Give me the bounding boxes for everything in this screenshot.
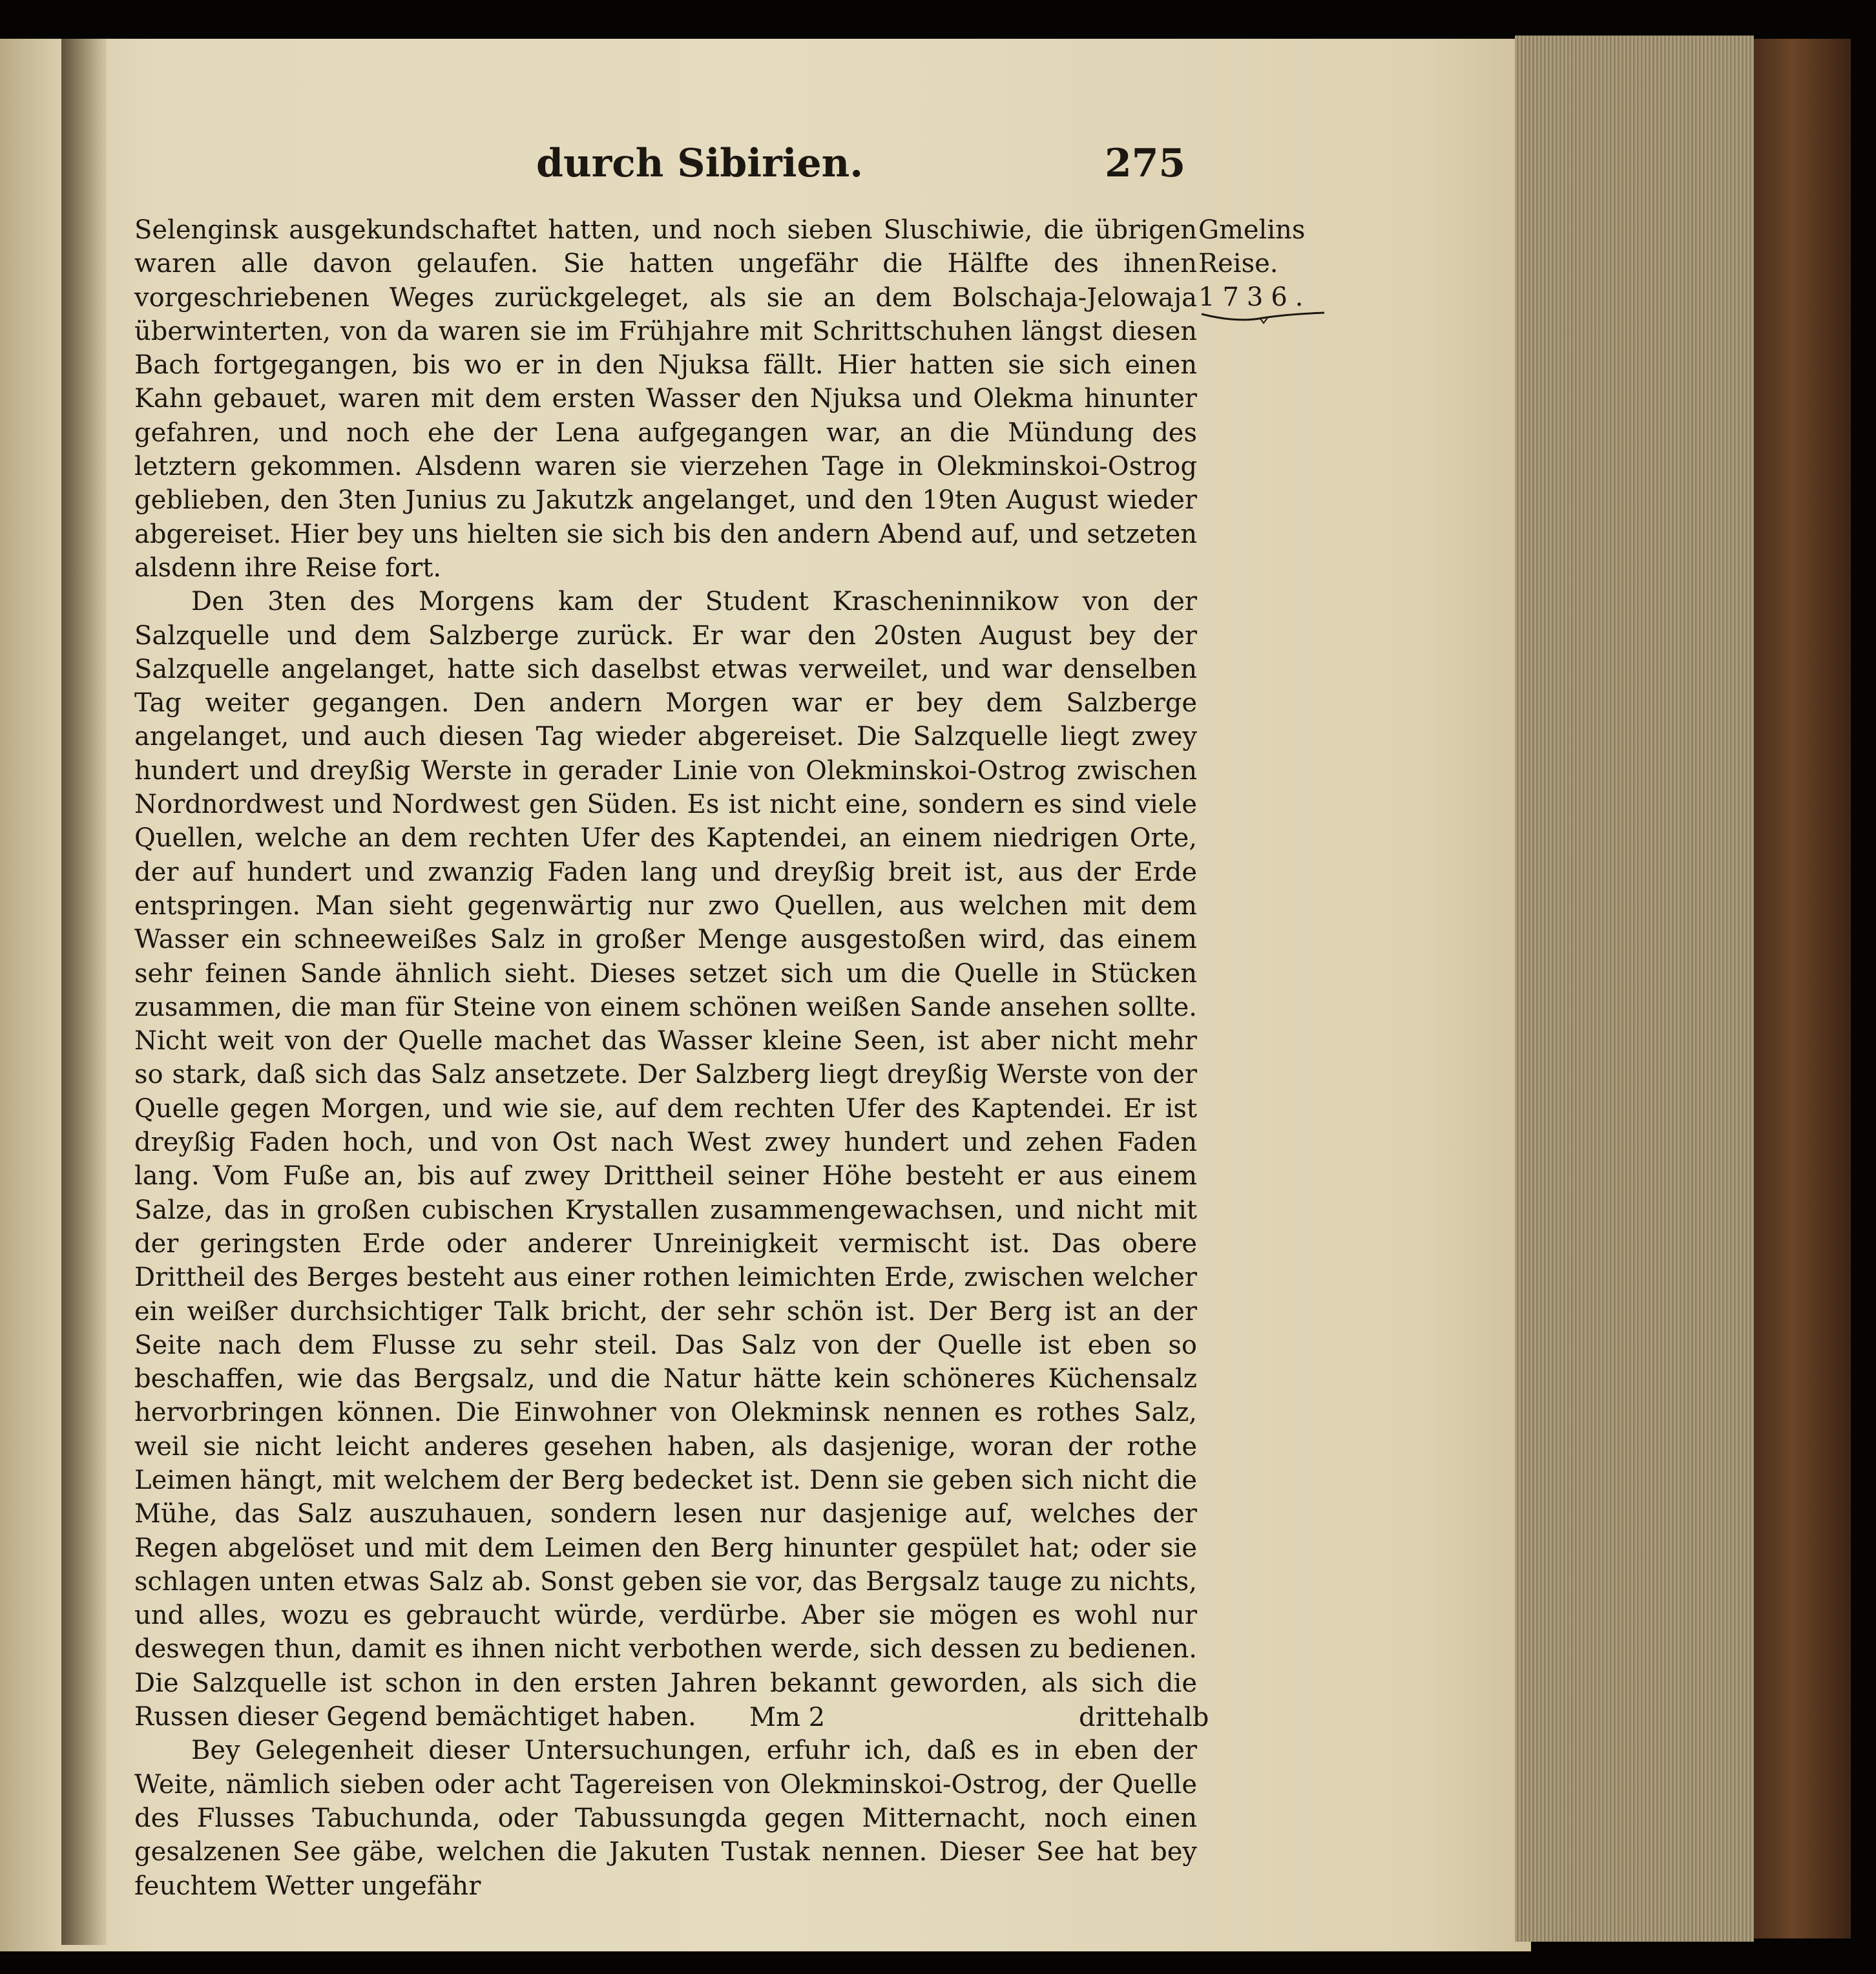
page-block-edge (1515, 36, 1754, 1942)
paragraph-salt-lake: Bey Gelegenheit dieser Untersuchungen, erfuhr ich, daß es in eben der Weite, nämlich sieben oder acht Tagereisen von Olekminskoi-Ostrog, der Quelle des Flusses Tabuchunda, oder Tabussungda gegen Mitternacht, noch einen gesalzenen See gäbe, welchen die Jakuten Tustak nennen. Dieser See hat bey feuchtem Wetter ungefähr (134, 1736, 1197, 1901)
page-number: 275 (1105, 141, 1186, 186)
margin-note-year: 1736. (1198, 282, 1311, 312)
book-cover-edge (1754, 39, 1851, 1938)
paragraph-salt-spring: Den 3ten des Morgens kam der Student Krascheninnikow von der Salzquelle und dem Salzberge zurück. Er war den 20sten August bey der Salzquelle angelanget, hatte sich daselbst etwas verweilet, und war denselben Tag weiter gegangen. Den andern Morgen war er bey dem Salzberge angelanget, und auch diesen Tag wieder abgereiset. Die Salzquelle liegt zwey hundert und dreyßig Werste in gerader Linie von Olekminskoi-Ostrog zwischen Nordnordwest und Nordwest gen Süden. Es ist nicht eine, sondern es sind viele Quellen, welche an dem rechten Ufer des Kaptendei, an einem niedrigen Orte, der auf hundert und zwanzig Faden lang und dreyßig breit ist, aus der Erde entspringen. Man sieht gegenwärtig nur zwo Quellen, aus welchen mit dem Wasser ein schneeweißes Salz in großer Menge ausgestoßen wird, das einem sehr feinen Sande ähnlich sieht. Dieses setzet sich um die Quelle in Stücken zusammen, die man für Steine von einem schönen weißen Sande ansehen sollte. Nicht weit von der Quelle machet das Wasser kleine Seen, ist aber nicht mehr so stark, daß sich das Salz ansetzete. Der Salzberg liegt dreyßig Werste von der Quelle gegen Morgen, und wie sie, auf dem rechten Ufer des Kaptendei. Er ist dreyßig Faden hoch, und von Ost nach West zwey hundert und zehen Faden lang. Vom Fuße an, bis auf zwey Drittheil seiner Höhe besteht er aus einem Salze, das in großen cubischen Krystallen zusammengewachsen, und nicht mit der geringsten Erde oder anderer Unreinigkeit vermischt ist. Das obere Drittheil des Berges besteht aus einer rothen leimichten Erde, zwischen welcher ein weißer durchsichtiger Talk bricht, der sehr schön ist. Der Berg ist an der Seite nach dem Flusse zu sehr steil. Das Salz von der Quelle ist eben so beschaffen, wie das Bergsalz, und die Natur hätte kein schöneres Küchensalz hervorbringen können. Die Einwohner von Olekminsk nennen es rothes Salz, weil sie nicht leicht anderes gesehen haben, als dasjenige, woran der rothe Leimen hängt, mit welchem der Berg bedecket ist. Denn sie geben sich nicht die Mühe, das Salz auszuhauen, sondern lesen nur dasjenige auf, welches der Regen abgelöset und mit dem Leimen den Berg hinunter gespület hat; oder sie schlagen unten etwas Salz ab. Sonst geben sie vor, das Bergsalz tauge zu nichts, und alles, wozu es gebraucht würde, verdürbe. Aber sie mögen es wohl nur deswegen thun, damit es ihnen nicht verbothen werde, sich dessen zu bedienen. Die Salzquelle ist schon in den ersten Jahren bekannt geworden, als sich die Russen dieser Gegend bemächtiget haben. (134, 587, 1197, 1732)
margin-note-label: Reise. (1198, 249, 1278, 278)
catchword: drittehalb (1079, 1703, 1209, 1732)
margin-note-author: Gmelins (1198, 215, 1306, 245)
body-text (134, 213, 1197, 1903)
year-flourish-ornament (1198, 309, 1328, 328)
book-gutter (61, 39, 107, 1945)
running-title: durch Sibirien. (536, 141, 864, 186)
signature-mark: Mm 2 (749, 1703, 826, 1732)
paragraph-continued: Selenginsk ausgekundschaftet hatten, und noch sieben Sluschiwie, die übrigen waren alle davon gelaufen. Sie hatten ungefähr die Hälfte des ihnen vorgeschriebenen Weges zurückgeleget, als sie an dem Bolschaja-Jelowaja überwinterten, von da waren sie im Frühjahre mit Schrittschuhen längst diesen Bach fortgegangen, bis wo er in den Njuksa fällt. Hier hatten sie sich einen Kahn gebauet, waren mit dem ersten Wasser den Njuksa und Olekma hinunter gefahren, und noch ehe der Lena aufgegangen war, an die Mündung des letztern gekommen. Alsdenn waren sie vierzehen Tage in Olekminskoi-Ostrog geblieben, den 3ten Junius zu Jakutzk angelanget, und den 19ten August wieder abgereiset. Hier bey uns hielten sie sich bis den andern Abend auf, und setzeten alsdenn ihre Reise fort. (134, 215, 1197, 583)
margin-note (1198, 213, 1311, 314)
